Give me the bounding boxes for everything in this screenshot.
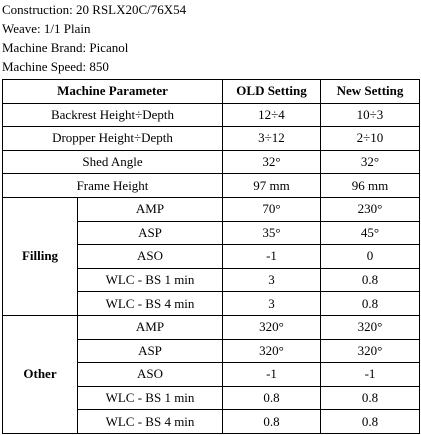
- header-new-setting: New Setting: [321, 80, 420, 104]
- old-value-cell: -1: [223, 363, 321, 387]
- new-value-cell: 96 mm: [321, 174, 420, 198]
- machine-brand-line: Machine Brand: Picanol: [2, 40, 129, 55]
- old-value-cell: 0.8: [223, 386, 321, 410]
- old-value-cell: -1: [223, 245, 321, 269]
- table-row: [3, 150, 420, 174]
- new-value-cell: 45°: [321, 221, 420, 245]
- old-value-cell: 32°: [223, 150, 321, 174]
- machine-parameter-table: [2, 79, 420, 434]
- table-row: [3, 127, 420, 151]
- param-cell: ASO: [78, 245, 223, 269]
- param-cell: ASP: [78, 339, 223, 363]
- old-value-cell: 12÷4: [223, 103, 321, 127]
- new-value-cell: 230°: [321, 197, 420, 221]
- old-value-cell: 70°: [223, 197, 321, 221]
- old-value-cell: 320°: [223, 339, 321, 363]
- new-value-cell: 320°: [321, 315, 420, 339]
- old-value-cell: 320°: [223, 315, 321, 339]
- new-value-cell: 10÷3: [321, 103, 420, 127]
- param-cell: WLC - BS 4 min: [78, 292, 223, 316]
- machine-speed-line: Machine Speed: 850: [2, 59, 109, 74]
- new-value-cell: 0.8: [321, 386, 420, 410]
- new-value-cell: 0.8: [321, 410, 420, 434]
- param-cell: Shed Angle: [3, 150, 223, 174]
- old-value-cell: 35°: [223, 221, 321, 245]
- old-value-cell: 97 mm: [223, 174, 321, 198]
- new-value-cell: -1: [321, 363, 420, 387]
- table-row: [3, 103, 420, 127]
- table-row: [3, 174, 420, 198]
- old-value-cell: 0.8: [223, 410, 321, 434]
- construction-line: Construction: 20 RSLX20C/76X54: [2, 2, 187, 17]
- table-row: [3, 197, 420, 221]
- param-cell: ASO: [78, 363, 223, 387]
- param-cell: AMP: [78, 197, 223, 221]
- param-cell: Backrest Height÷Depth: [3, 103, 223, 127]
- param-cell: ASP: [78, 221, 223, 245]
- new-value-cell: 0.8: [321, 292, 420, 316]
- param-cell: Dropper Height÷Depth: [3, 127, 223, 151]
- table-header-row: [3, 80, 420, 104]
- header-old-setting: OLD Setting: [223, 80, 321, 104]
- old-value-cell: 3: [223, 268, 321, 292]
- new-value-cell: 2÷10: [321, 127, 420, 151]
- group-label-filling: Filling: [3, 197, 78, 315]
- param-cell: WLC - BS 4 min: [78, 410, 223, 434]
- header-machine-parameter: Machine Parameter: [3, 80, 223, 104]
- param-cell: AMP: [78, 315, 223, 339]
- param-cell: WLC - BS 1 min: [78, 268, 223, 292]
- new-value-cell: 320°: [321, 339, 420, 363]
- param-cell: WLC - BS 1 min: [78, 386, 223, 410]
- new-value-cell: 0.8: [321, 268, 420, 292]
- old-value-cell: 3÷12: [223, 127, 321, 151]
- table-row: [3, 315, 420, 339]
- weave-line: Weave: 1/1 Plain: [2, 21, 91, 36]
- old-value-cell: 3: [223, 292, 321, 316]
- new-value-cell: 32°: [321, 150, 420, 174]
- param-cell: Frame Height: [3, 174, 223, 198]
- group-label-other: Other: [3, 315, 78, 433]
- new-value-cell: 0: [321, 245, 420, 269]
